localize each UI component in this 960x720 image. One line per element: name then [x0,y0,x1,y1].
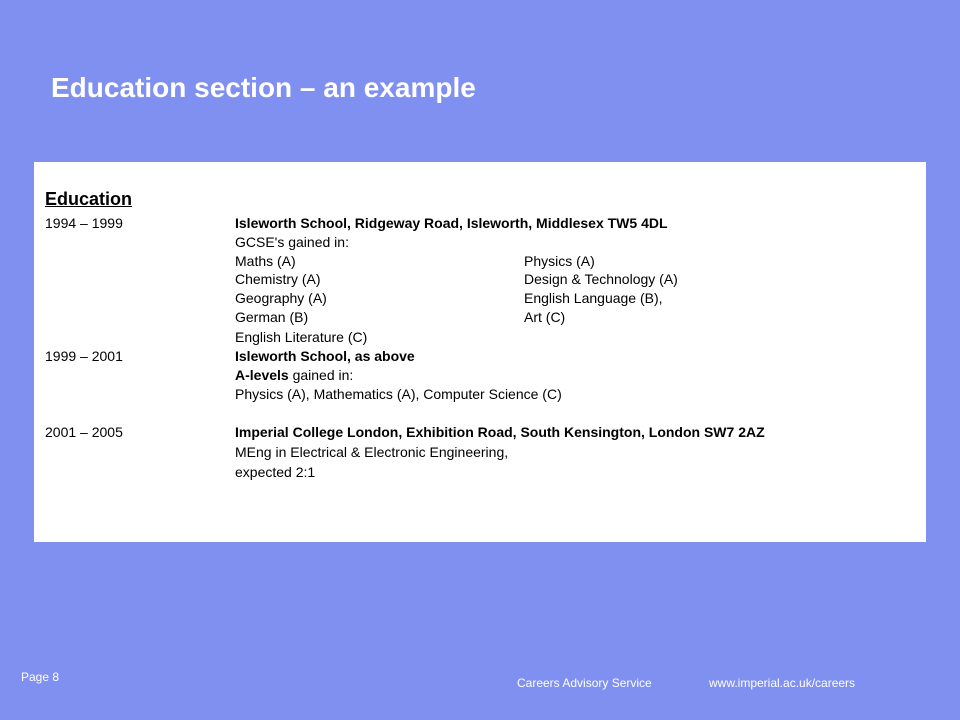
subject-geography: Geography (A) [235,290,327,306]
entry-3-dates: 2001 – 2005 [45,424,123,440]
entry-3-qualification: MEng in Electrical & Electronic Engineering, [235,444,509,460]
entry-2-qualification-rest: gained in: [288,367,354,383]
education-content-box [34,162,926,542]
subject-maths: Maths (A) [235,253,296,269]
subject-german: German (B) [235,309,309,325]
entry-2-subjects: Physics (A), Mathematics (A), Computer Science (C) [235,386,562,402]
entry-2-dates: 1999 – 2001 [45,348,123,364]
careers-url: www.imperial.ac.uk/careers [709,676,856,690]
subject-english-literature: English Literature (C) [235,329,368,345]
subject-physics: Physics (A) [524,253,595,269]
careers-service-label: Careers Advisory Service [517,676,652,690]
subject-english-language: English Language (B), [524,290,663,306]
entry-3-note: expected 2:1 [235,464,316,480]
entry-1-qualification: GCSE's gained in: [235,234,349,250]
slide-title: Education section – an example [51,72,476,103]
entry-3-institution: Imperial College London, Exhibition Road, South Kensington, London SW7 2AZ [235,424,765,440]
entry-1-dates: 1994 – 1999 [45,215,123,231]
entry-2-qualification [235,367,353,383]
entry-2-qualification-name: A-levels [235,367,289,383]
subject-art: Art (C) [524,309,566,325]
page-number: Page 8 [21,670,60,684]
entry-2-institution: Isleworth School, as above [235,348,415,364]
subject-design-technology: Design & Technology (A) [524,271,678,287]
education-heading: Education [45,189,133,209]
entry-1-institution: Isleworth School, Ridgeway Road, Isleworth, Middlesex TW5 4DL [235,215,668,231]
subject-chemistry: Chemistry (A) [235,271,321,287]
